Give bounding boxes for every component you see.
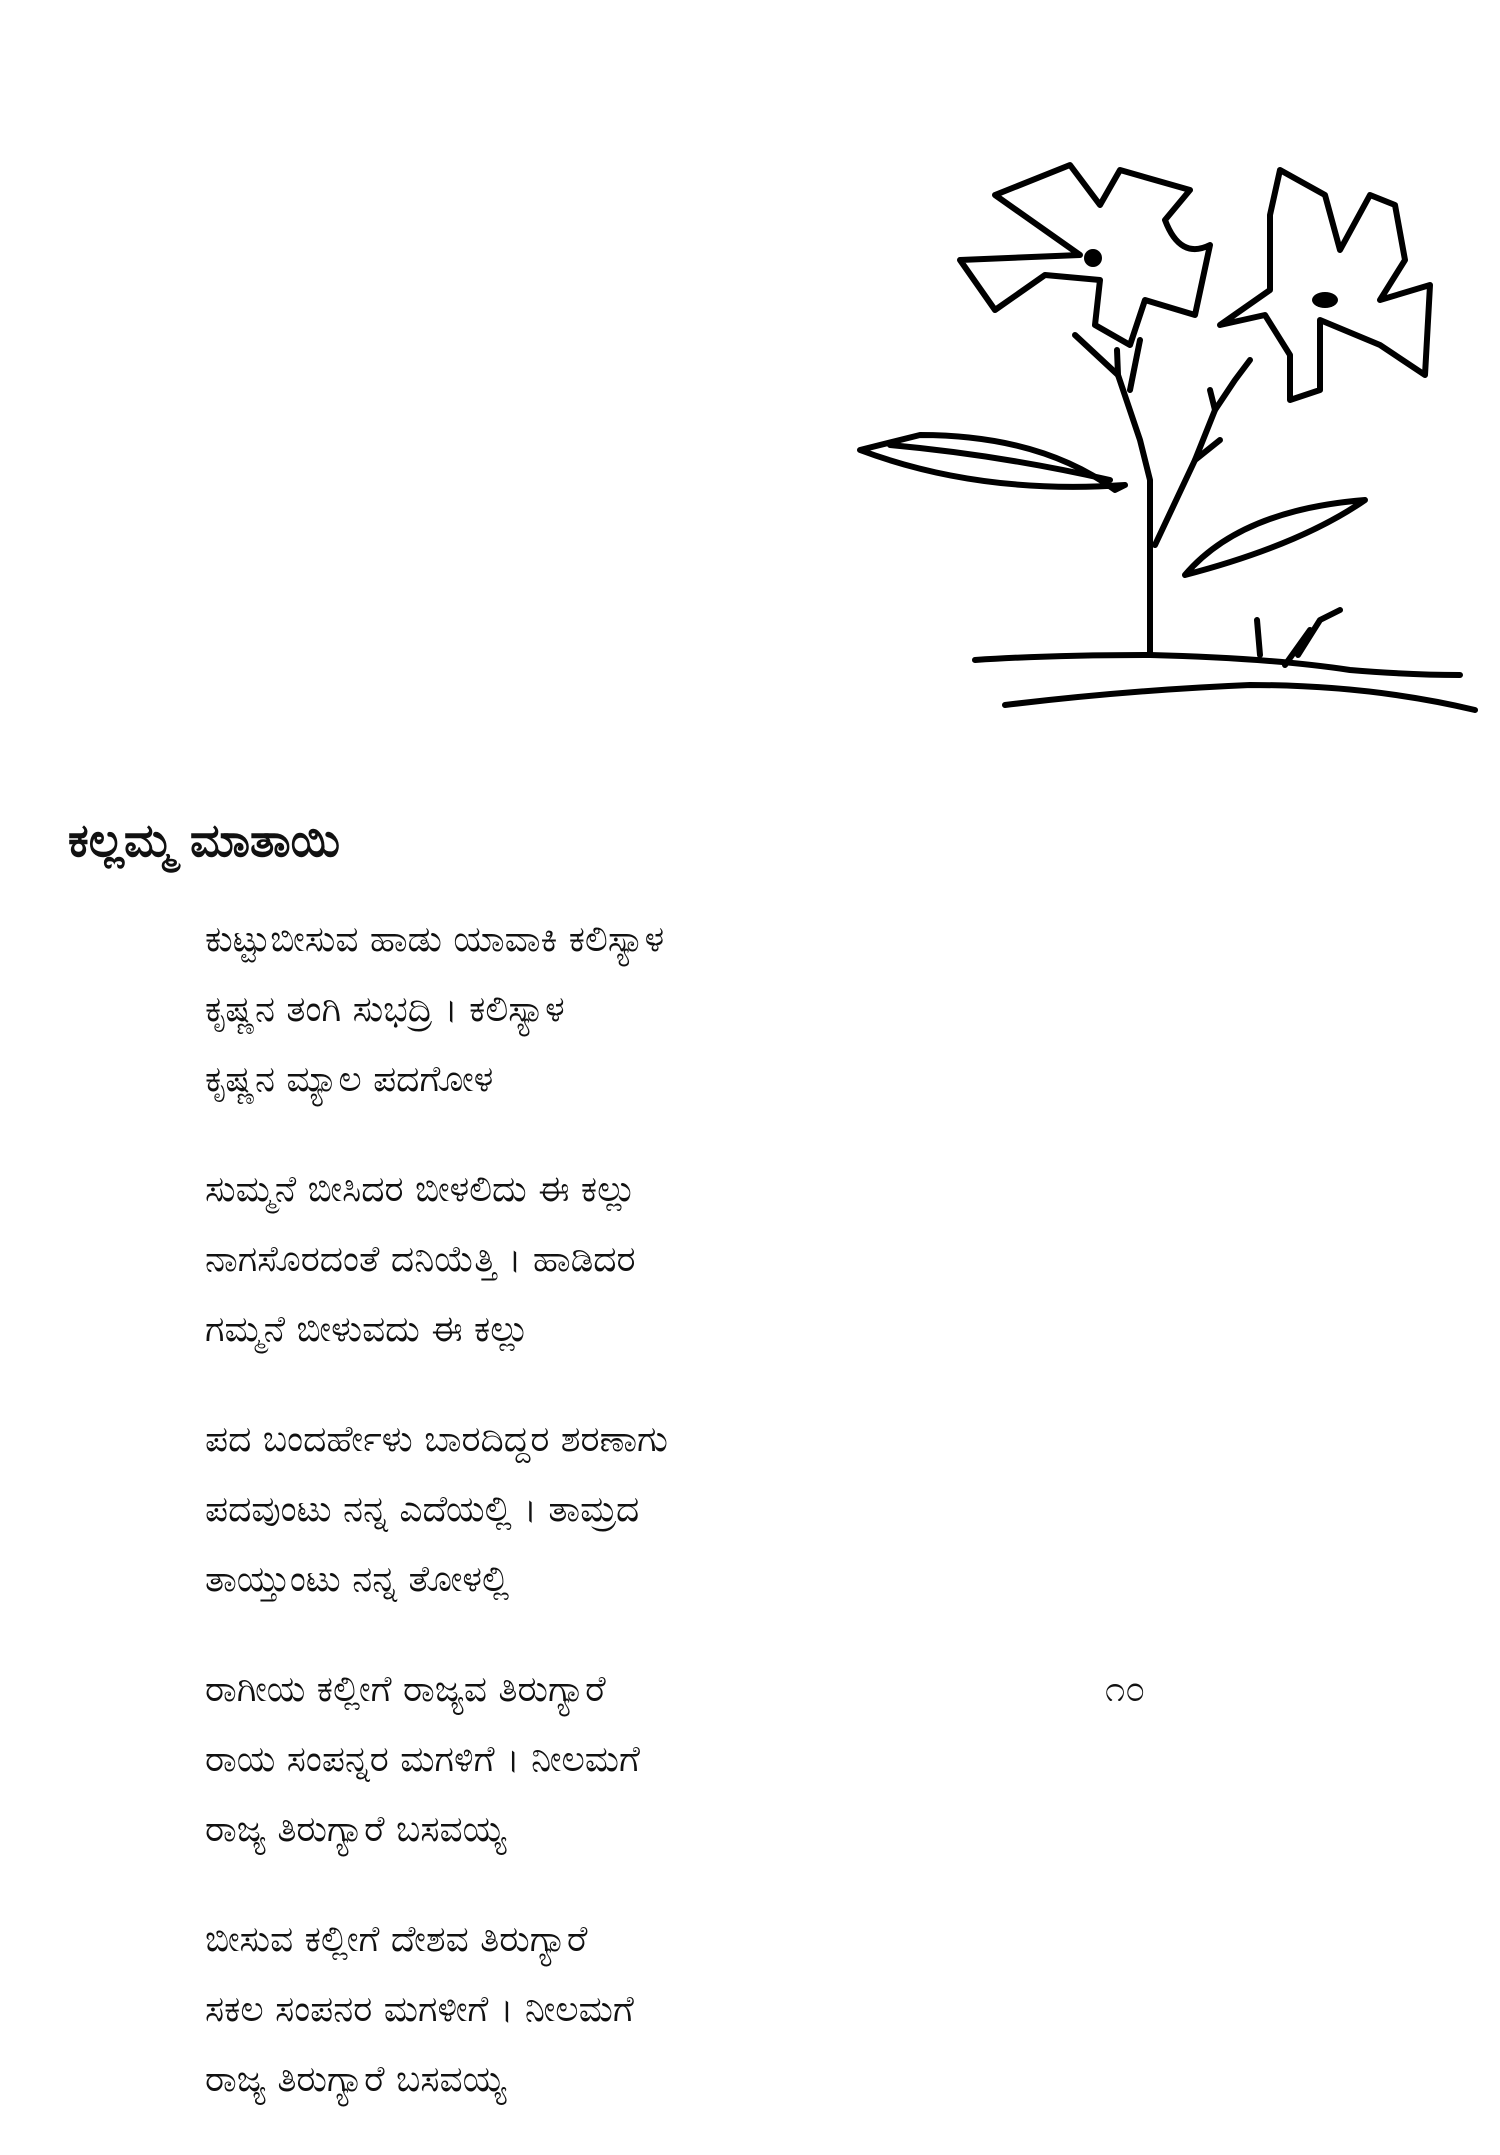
- poem-line: ನಾಗಸೊರದಂತೆ ದನಿಯೆತ್ತಿ । ಹಾಡಿದರ: [205, 1239, 636, 1280]
- poem-line: ಕೃಷ್ಣನ ತಂಗಿ ಸುಭದ್ರಿ । ಕಲಿಸ್ಯಾಳ: [205, 989, 565, 1030]
- stanza-5: [205, 1905, 1205, 2115]
- poem-line: ರಾಗೀಯ ಕಲ್ಲೀಗೆ ರಾಜ್ಯವ ತಿರುಗ್ಯಾರೆ: [205, 1669, 606, 1710]
- poem-line: ಗಮ್ಮನೆ ಬೀಳುವದು ಈ ಕಲ್ಲು: [205, 1309, 530, 1350]
- poem-line: ಕೃಷ್ಣನ ಮ್ಯಾಲ ಪದಗೋಳ: [205, 1059, 494, 1100]
- poem-line: ರಾಯ ಸಂಪನ್ನರ ಮಗಳಿಗೆ । ನೀಲಮಗೆ: [205, 1739, 640, 1780]
- poem-line: ರಾಜ್ಯ ತಿರುಗ್ಯಾರೆ ಬಸವಯ್ಯ: [205, 2059, 507, 2100]
- stanza-1: [205, 905, 1205, 1115]
- poem-title: ಕಲ್ಲಮ್ಮ ಮಾತಾಯಿ: [68, 813, 341, 867]
- poem-line: ಪದವುಂಟು ನನ್ನ ಎದೆಯಲ್ಲಿ । ತಾಮ್ರದ: [205, 1489, 640, 1530]
- poem-line: ಸುಮ್ಮನೆ ಬೀಸಿದರ ಬೀಳಲಿದು ಈ ಕಲ್ಲು: [205, 1169, 637, 1210]
- poem-body: [205, 905, 1205, 2155]
- poem-line: ತಾಯ್ತುಂಟು ನನ್ನ ತೋಳಲ್ಲಿ: [205, 1559, 510, 1600]
- poem-line: ಸಕಲ ಸಂಪನರ ಮಗಳೀಗೆ । ನೀಲಮಗೆ: [205, 1989, 634, 2030]
- poem-line: ಪದ ಬಂದರ್ಹೇಳು ಬಾರದಿದ್ದರ ಶರಣಾಗು: [205, 1419, 668, 1460]
- stanza-4: [205, 1655, 1205, 1865]
- poem-line: ಬೀಸುವ ಕಲ್ಲೀಗೆ ದೇಶವ ತಿರುಗ್ಯಾರೆ: [205, 1919, 588, 1960]
- stanza-2: [205, 1155, 1205, 1365]
- poem-line: ಕುಟ್ಟುಬೀಸುವ ಹಾಡು ಯಾವಾಕಿ ಕಲಿಸ್ಯಾಳ: [205, 919, 665, 960]
- poem-line: ರಾಜ್ಯ ತಿರುಗ್ಯಾರೆ ಬಸವಯ್ಯ: [205, 1809, 507, 1850]
- line-number: ೧೦: [1105, 1669, 1146, 1710]
- stanza-3: [205, 1405, 1205, 1615]
- flower-sketch-icon: [850, 150, 1490, 760]
